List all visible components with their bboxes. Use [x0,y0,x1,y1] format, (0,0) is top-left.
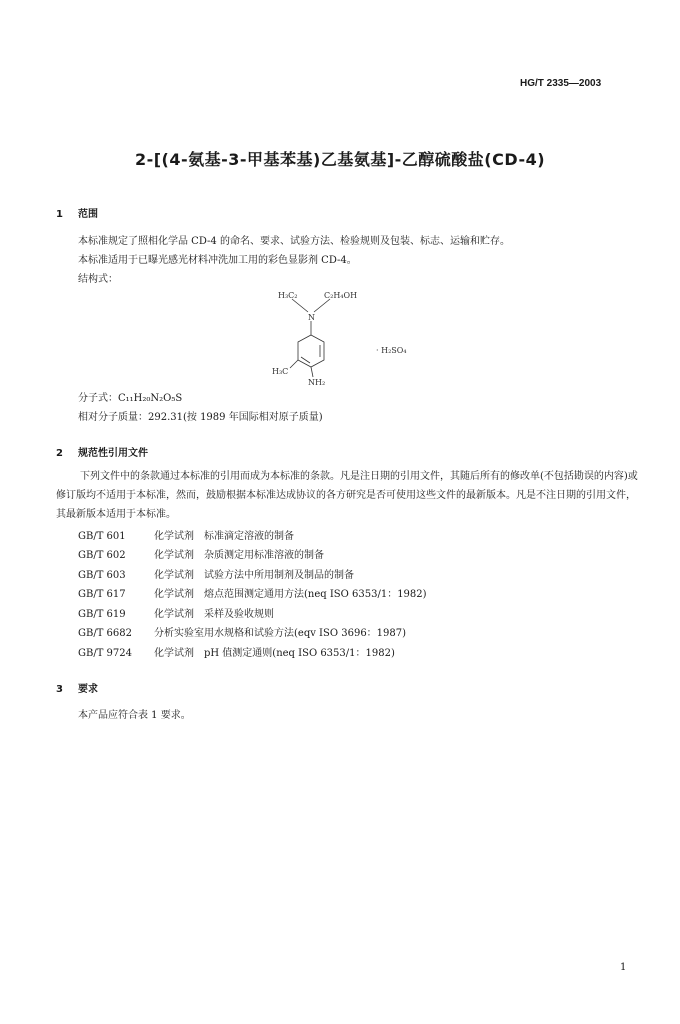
reference-row [78,546,324,566]
section-title: 范围 [78,209,98,220]
scope-line-1: 本标准规定了照相化学品 CD-4 的命名、要求、试验方法、检验规则及包装、标志、运输和贮存。 [78,236,510,247]
section-number: 1 [56,209,63,220]
reference-row [78,527,294,547]
formula-value: C₁₁H₂₀N₂O₅S [118,393,183,404]
section-2-heading [56,444,148,459]
section-3-heading [56,680,98,695]
reference-code: GB/T 602 [78,550,126,561]
reference-title: 化学试剂 熔点范围测定通用方法(neq ISO 6353/1：1982) [154,589,427,600]
reference-code: GB/T 617 [78,589,126,600]
reference-code: GB/T 619 [78,609,126,620]
section-title: 规范性引用文件 [78,448,148,459]
amino-group-label: NH₂ [308,378,326,387]
reference-row [78,585,427,605]
reference-code: GB/T 9724 [78,648,133,659]
reference-row [78,624,406,644]
sulfate-salt-label: · H₂SO₄ [376,346,407,355]
reference-row [78,644,395,664]
standard-code: HG/T 2335—2003 [520,78,602,89]
formula-label: 分子式： [78,393,118,404]
scope-line-2: 本标准适用于已曝光感光材料冲洗加工用的彩色显影剂 CD-4。 [78,255,357,266]
normative-paragraph [56,467,639,524]
nitrogen-label: N [308,313,315,322]
hydroxyethyl-group-label: C₂H₄OH [324,291,358,300]
requirement-line: 本产品应符合表 1 要求。 [78,710,191,721]
reference-code: GB/T 603 [78,570,126,581]
structure-label: 结构式： [78,274,118,285]
molecular-mass: 相对分子质量：292.31(按 1989 年国际相对原子质量) [78,412,323,423]
reference-row [78,566,354,586]
document-title: 2-[(4-氨基-3-甲基苯基)乙基氨基]-乙醇硫酸盐(CD-4) [134,150,546,169]
reference-title: 化学试剂 pH 值测定通则(neq ISO 6353/1：1982) [154,648,395,659]
reference-title: 分析实验室用水规格和试验方法(eqv ISO 3696：1987) [154,628,407,639]
methyl-bond [290,360,298,368]
structure-diagram [268,285,408,390]
section-number: 2 [56,448,63,459]
reference-code: GB/T 6682 [78,628,133,639]
reference-title: 化学试剂 采样及验收规则 [154,609,274,620]
hydroxyethyl-bond [314,299,330,312]
methyl-group-label: H₃C [272,367,289,376]
ethyl-group-label: H₃C₂ [278,291,298,300]
ethyl-bond [292,299,308,312]
reference-row [78,605,274,625]
amino-bond [311,367,313,377]
reference-title: 化学试剂 杂质测定用标准溶液的制备 [154,550,324,561]
structural-formula [268,285,408,390]
reference-code: GB/T 601 [78,531,126,542]
section-number: 3 [56,684,63,695]
reference-title: 化学试剂 试验方法中所用制剂及制品的制备 [154,570,354,581]
page-number: 1 [620,962,627,973]
normative-paragraph-text: 下列文件中的条款通过本标准的引用而成为本标准的条款。凡是注日期的引用文件，其随后所有的修改单(不包括勘误的内容)或修订版均不适用于本标准，然而，鼓励根据本标准达成协议的各方研究是否可使用这些文件的最新版本。凡是不注日期的引用文件，其最新版本适用于本标准。 [56,471,638,520]
molecular-formula [78,389,182,408]
reference-title: 化学试剂 标准滴定溶液的制备 [154,531,294,542]
section-title: 要求 [78,684,98,695]
section-1-heading [56,205,98,220]
